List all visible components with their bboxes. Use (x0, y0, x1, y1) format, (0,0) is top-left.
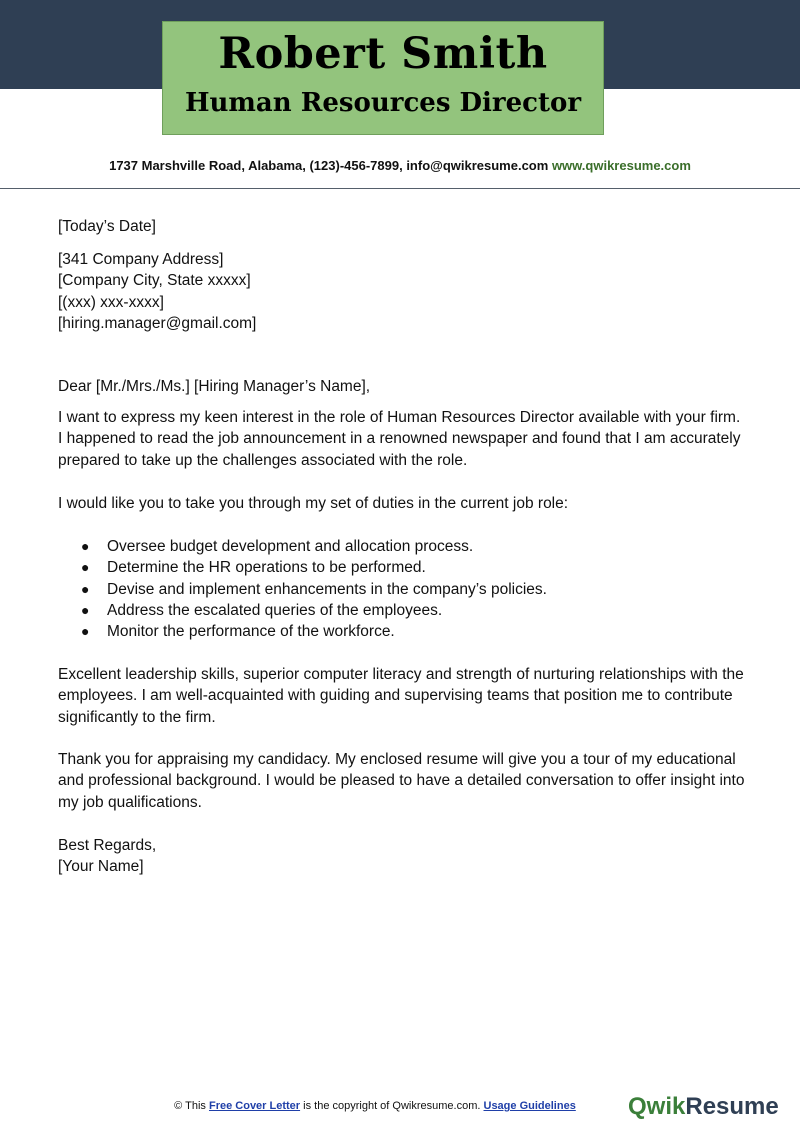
intro-paragraph: I want to express my keen interest in the role of Human Resources Director available with your firm. I happened to read the job announcement in a renowned newspaper and found that I am accurately prepared to take up the challenges associated with the role. (58, 409, 741, 469)
letter-date: [Today’s Date] (58, 218, 156, 235)
contact-line (0, 157, 800, 175)
bullet-icon: ● (81, 580, 90, 597)
duty-text: Oversee budget development and allocation process. (107, 538, 474, 555)
list-item (58, 557, 748, 578)
name-title-box (162, 21, 604, 135)
duties-intro-block (58, 493, 748, 514)
date-block (58, 216, 748, 237)
intro-paragraph-block (58, 407, 748, 471)
recipient-address: [341 Company Address] (58, 251, 224, 268)
salutation: Dear [Mr./Mrs./Ms.] [Hiring Manager’s Name], (58, 378, 371, 395)
recipient-city: [Company City, State xxxxx] (58, 272, 251, 290)
applicant-name: Robert Smith (218, 29, 548, 79)
salutation-block (58, 376, 748, 397)
list-item (58, 536, 748, 557)
skills-paragraph: Excellent leadership skills, superior computer literacy and strength of nurturing relationships with the employees. I am well-acquainted with guiding and supervising teams that position me to contribute significantly to the firm. (58, 666, 744, 726)
logo-part-qwik: Qwik (628, 1093, 686, 1120)
list-item (58, 621, 748, 642)
closing-paragraph: Thank you for appraising my candidacy. My enclosed resume will give you a tour of my educational and professional background. I would be pleased to have a detailed conversation to offer insight into my job qualifications. (58, 751, 745, 811)
duties-list (58, 536, 748, 642)
recipient-email: [hiring.manager@gmail.com] (58, 314, 257, 332)
bullet-icon: ● (81, 538, 90, 554)
footer-prefix: © This (174, 1100, 206, 1112)
recipient-address-block (58, 249, 748, 334)
list-item (58, 600, 748, 621)
free-cover-letter-link[interactable]: Free Cover Letter (208, 1100, 301, 1112)
list-item (58, 579, 748, 600)
footer-middle: is the copyright of Qwikresume.com. (303, 1100, 481, 1112)
website-link[interactable]: www.qwikresume.com (551, 158, 691, 173)
bullet-icon: ● (81, 559, 90, 576)
usage-guidelines-link[interactable]: Usage Guidelines (483, 1100, 576, 1112)
bullet-icon: ● (81, 623, 90, 640)
duty-text: Determine the HR operations to be performed. (107, 559, 426, 577)
duty-text: Monitor the performance of the workforce. (107, 623, 395, 641)
closing-paragraph-block (58, 749, 748, 813)
header-divider (0, 188, 800, 189)
skills-paragraph-block (58, 664, 748, 728)
signoff: Best Regards, (58, 837, 157, 854)
job-title: Human Resources Director (184, 88, 582, 118)
logo-part-resume: Resume (685, 1093, 779, 1120)
recipient-phone: [(xxx) xxx-xxxx] (58, 293, 164, 311)
bullet-icon: ● (81, 601, 90, 618)
duty-text: Address the escalated queries of the employees. (107, 601, 443, 619)
qwikresume-logo[interactable] (628, 1093, 779, 1121)
duties-intro: I would like you to take you through my set of duties in the current job role: (58, 495, 569, 512)
contact-details: 1737 Marshville Road, Alabama, (123)-456-7899, info@qwikresume.com (109, 158, 549, 173)
signoff-block (58, 835, 748, 878)
duty-text: Devise and implement enhancements in the company’s policies. (107, 580, 547, 598)
signature-name: [Your Name] (58, 858, 144, 876)
